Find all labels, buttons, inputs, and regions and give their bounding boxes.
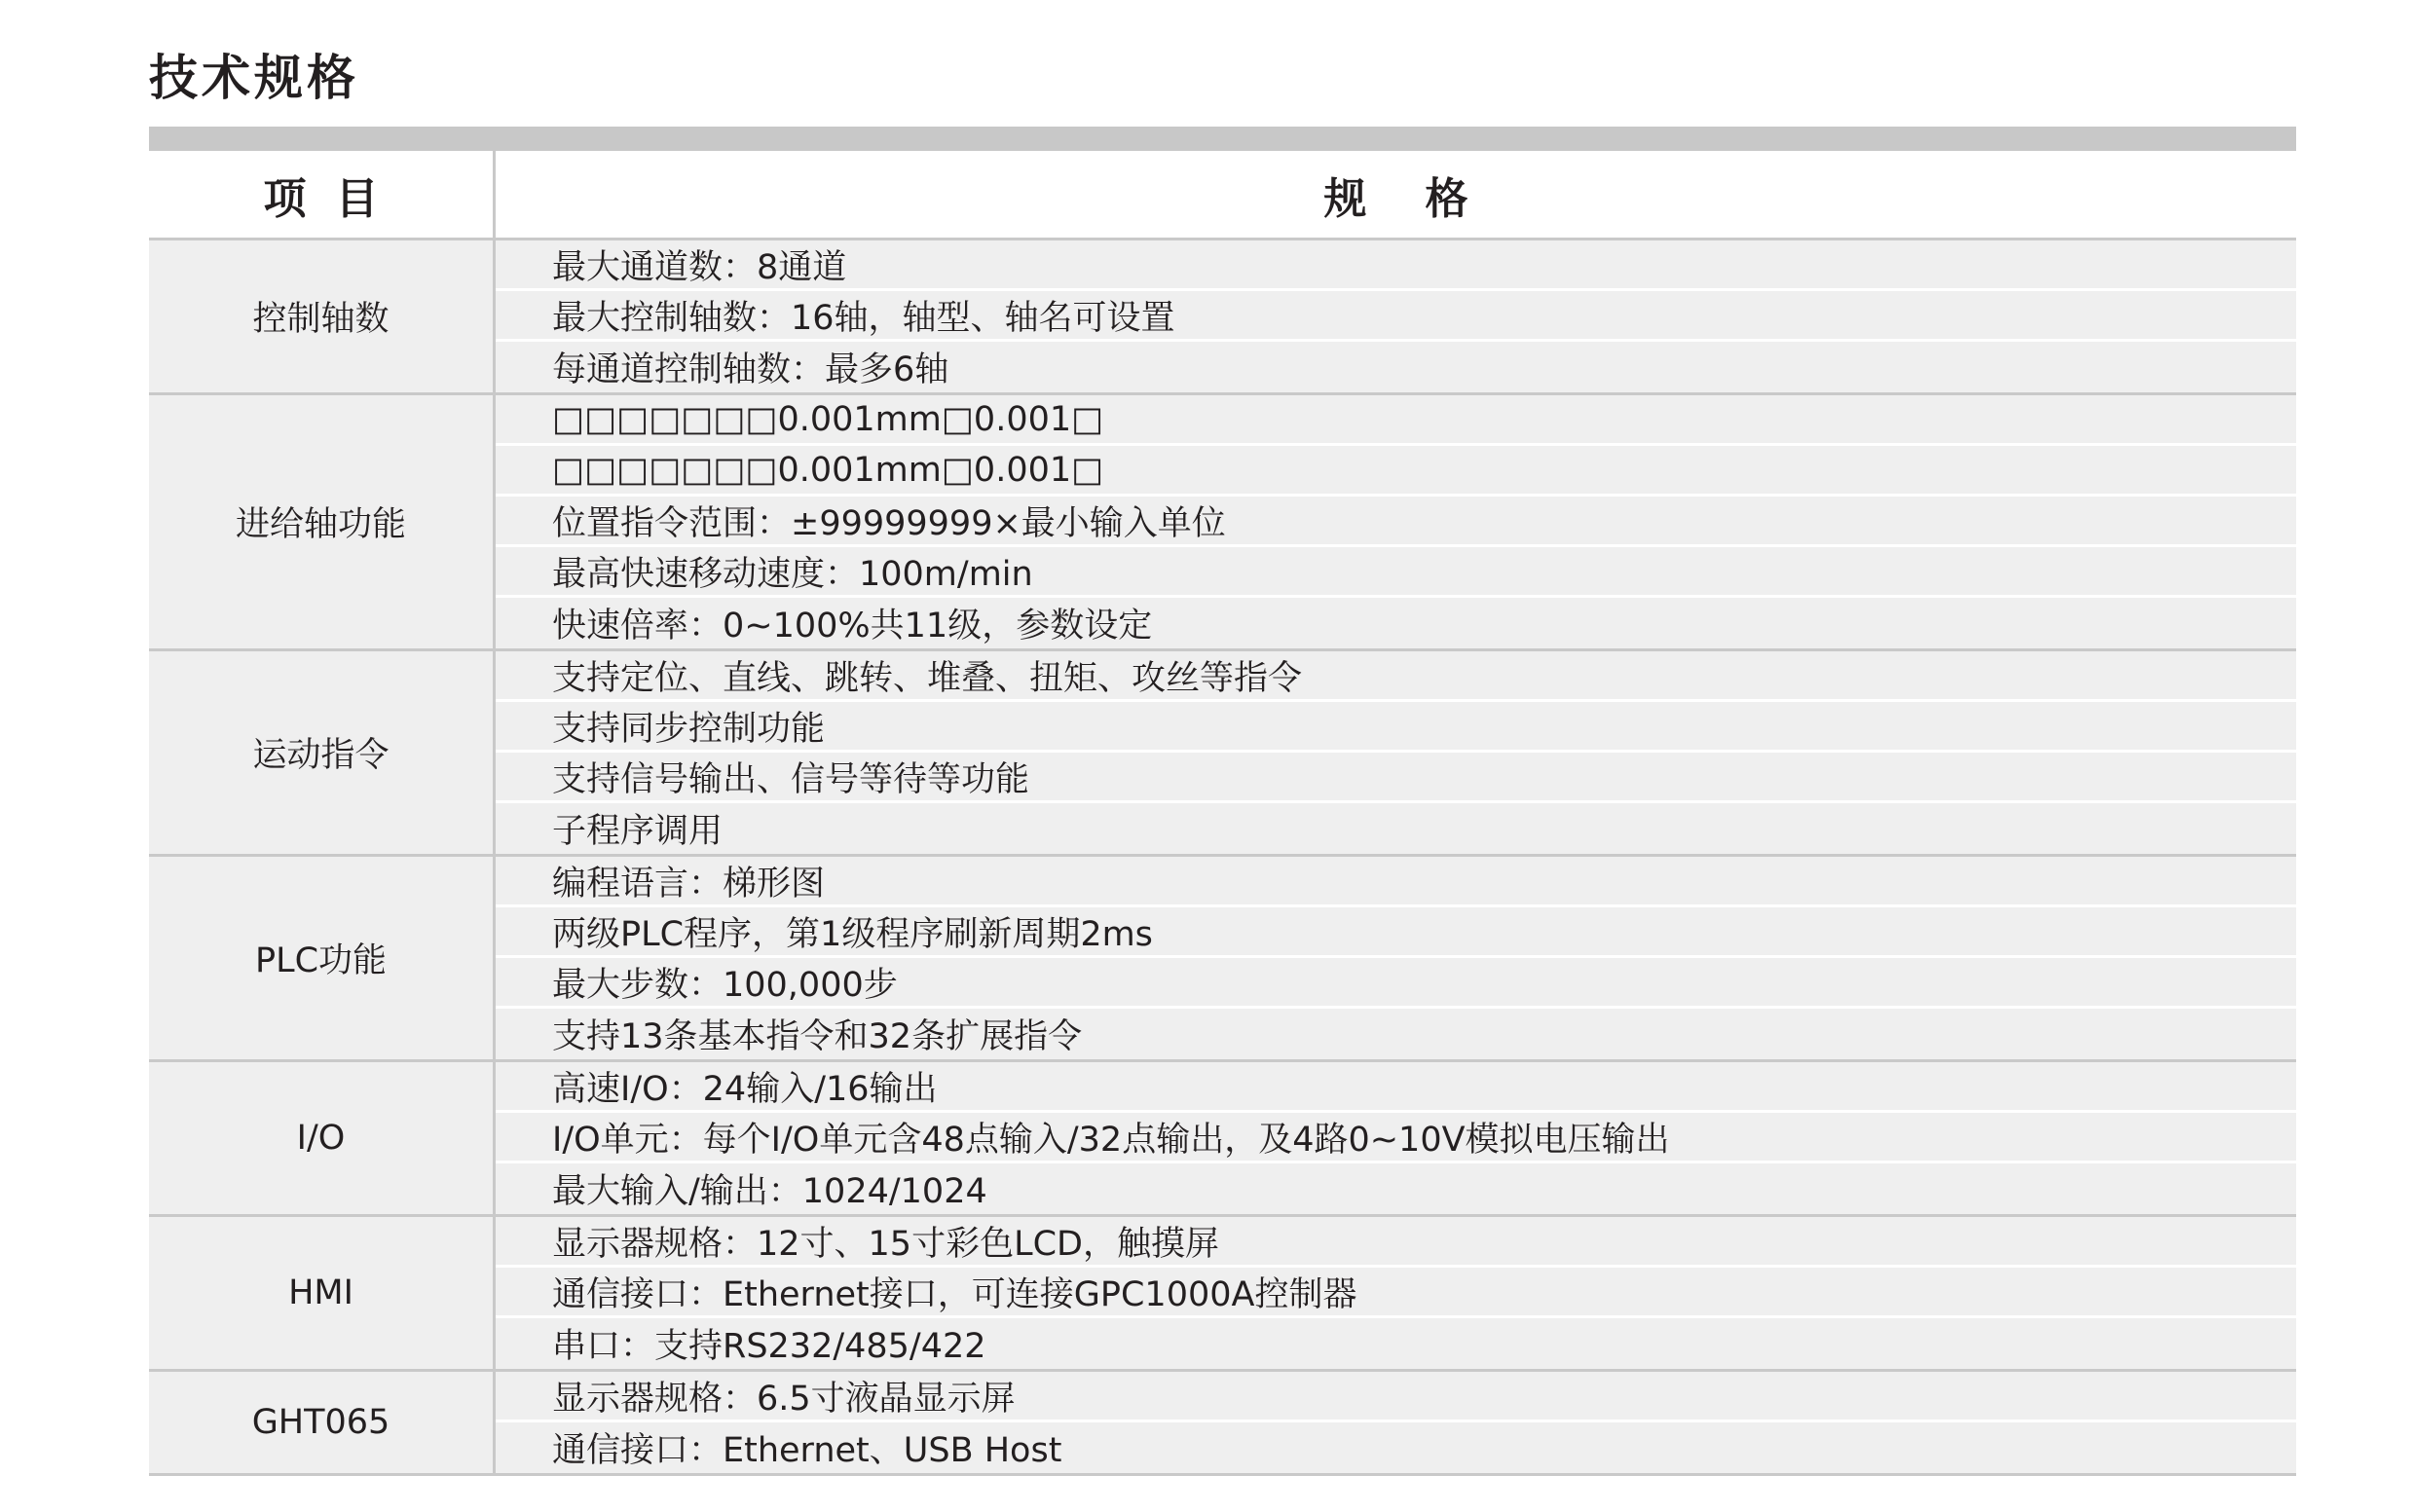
spec-row: 显示器规格：12寸、15寸彩色LCD，触摸屏 <box>496 1217 2296 1268</box>
spec-row: 最高快速移动速度：100m/min <box>496 547 2296 598</box>
table-body <box>149 240 2296 1476</box>
spec-row: □□□□□□□0.001mm□0.001□ <box>496 446 2296 497</box>
spec-row: 位置指令范围：±99999999×最小输入单位 <box>496 497 2296 547</box>
group-name: 运动指令 <box>149 651 496 854</box>
group-rows <box>496 395 2296 648</box>
spec-row: 支持信号输出、信号等待等功能 <box>496 753 2296 803</box>
spec-row: 两级PLC程序，第1级程序刷新周期2ms <box>496 907 2296 958</box>
spec-row: 编程语言：梯形图 <box>496 857 2296 907</box>
spec-row: 最大步数：100,000步 <box>496 958 2296 1009</box>
spec-row: 最大输入/输出：1024/1024 <box>496 1163 2296 1214</box>
spec-group <box>149 1062 2296 1217</box>
group-rows <box>496 1062 2296 1214</box>
spec-row: 每通道控制轴数：最多6轴 <box>496 342 2296 392</box>
spec-group <box>149 240 2296 395</box>
header-spec: 规格 <box>1323 173 1527 224</box>
spec-row: 支持同步控制功能 <box>496 702 2296 753</box>
spec-group <box>149 1372 2296 1476</box>
spec-group <box>149 1217 2296 1372</box>
spec-row: 最大控制轴数：16轴，轴型、轴名可设置 <box>496 291 2296 342</box>
spec-row: 通信接口：Ethernet、USB Host <box>496 1422 2296 1473</box>
spec-table <box>149 151 2296 1476</box>
group-name: GHT065 <box>149 1372 496 1473</box>
table-header-row <box>149 151 2296 240</box>
spec-row: 串口：支持RS232/485/422 <box>496 1318 2296 1369</box>
spec-row: 子程序调用 <box>496 803 2296 854</box>
group-name: HMI <box>149 1217 496 1369</box>
spec-group <box>149 651 2296 857</box>
group-rows <box>496 240 2296 392</box>
spec-row: 高速I/O：24输入/16输出 <box>496 1062 2296 1113</box>
spec-row: 支持定位、直线、跳转、堆叠、扭矩、攻丝等指令 <box>496 651 2296 702</box>
group-name: 进给轴功能 <box>149 395 496 648</box>
group-name: PLC功能 <box>149 857 496 1059</box>
spec-row: □□□□□□□0.001mm□0.001□ <box>496 395 2296 446</box>
spec-row: 通信接口：Ethernet接口，可连接GPC1000A控制器 <box>496 1268 2296 1318</box>
group-name: 控制轴数 <box>149 240 496 392</box>
group-name: I/O <box>149 1062 496 1214</box>
group-rows <box>496 651 2296 854</box>
header-item: 项目 <box>149 151 496 238</box>
spec-row: 显示器规格：6.5寸液晶显示屏 <box>496 1372 2296 1422</box>
group-rows <box>496 1372 2296 1473</box>
group-rows <box>496 1217 2296 1369</box>
group-rows <box>496 857 2296 1059</box>
spec-group <box>149 395 2296 651</box>
spec-row: 支持13条基本指令和32条扩展指令 <box>496 1009 2296 1059</box>
spec-row: 最大通道数：8通道 <box>496 240 2296 291</box>
spec-group <box>149 857 2296 1062</box>
page-title: 技术规格 <box>149 50 359 106</box>
spec-row: 快速倍率：0~100%共11级，参数设定 <box>496 598 2296 648</box>
table-top-bar <box>149 127 2296 151</box>
spec-row: I/O单元：每个I/O单元含48点输入/32点输出，及4路0~10V模拟电压输出 <box>496 1113 2296 1163</box>
